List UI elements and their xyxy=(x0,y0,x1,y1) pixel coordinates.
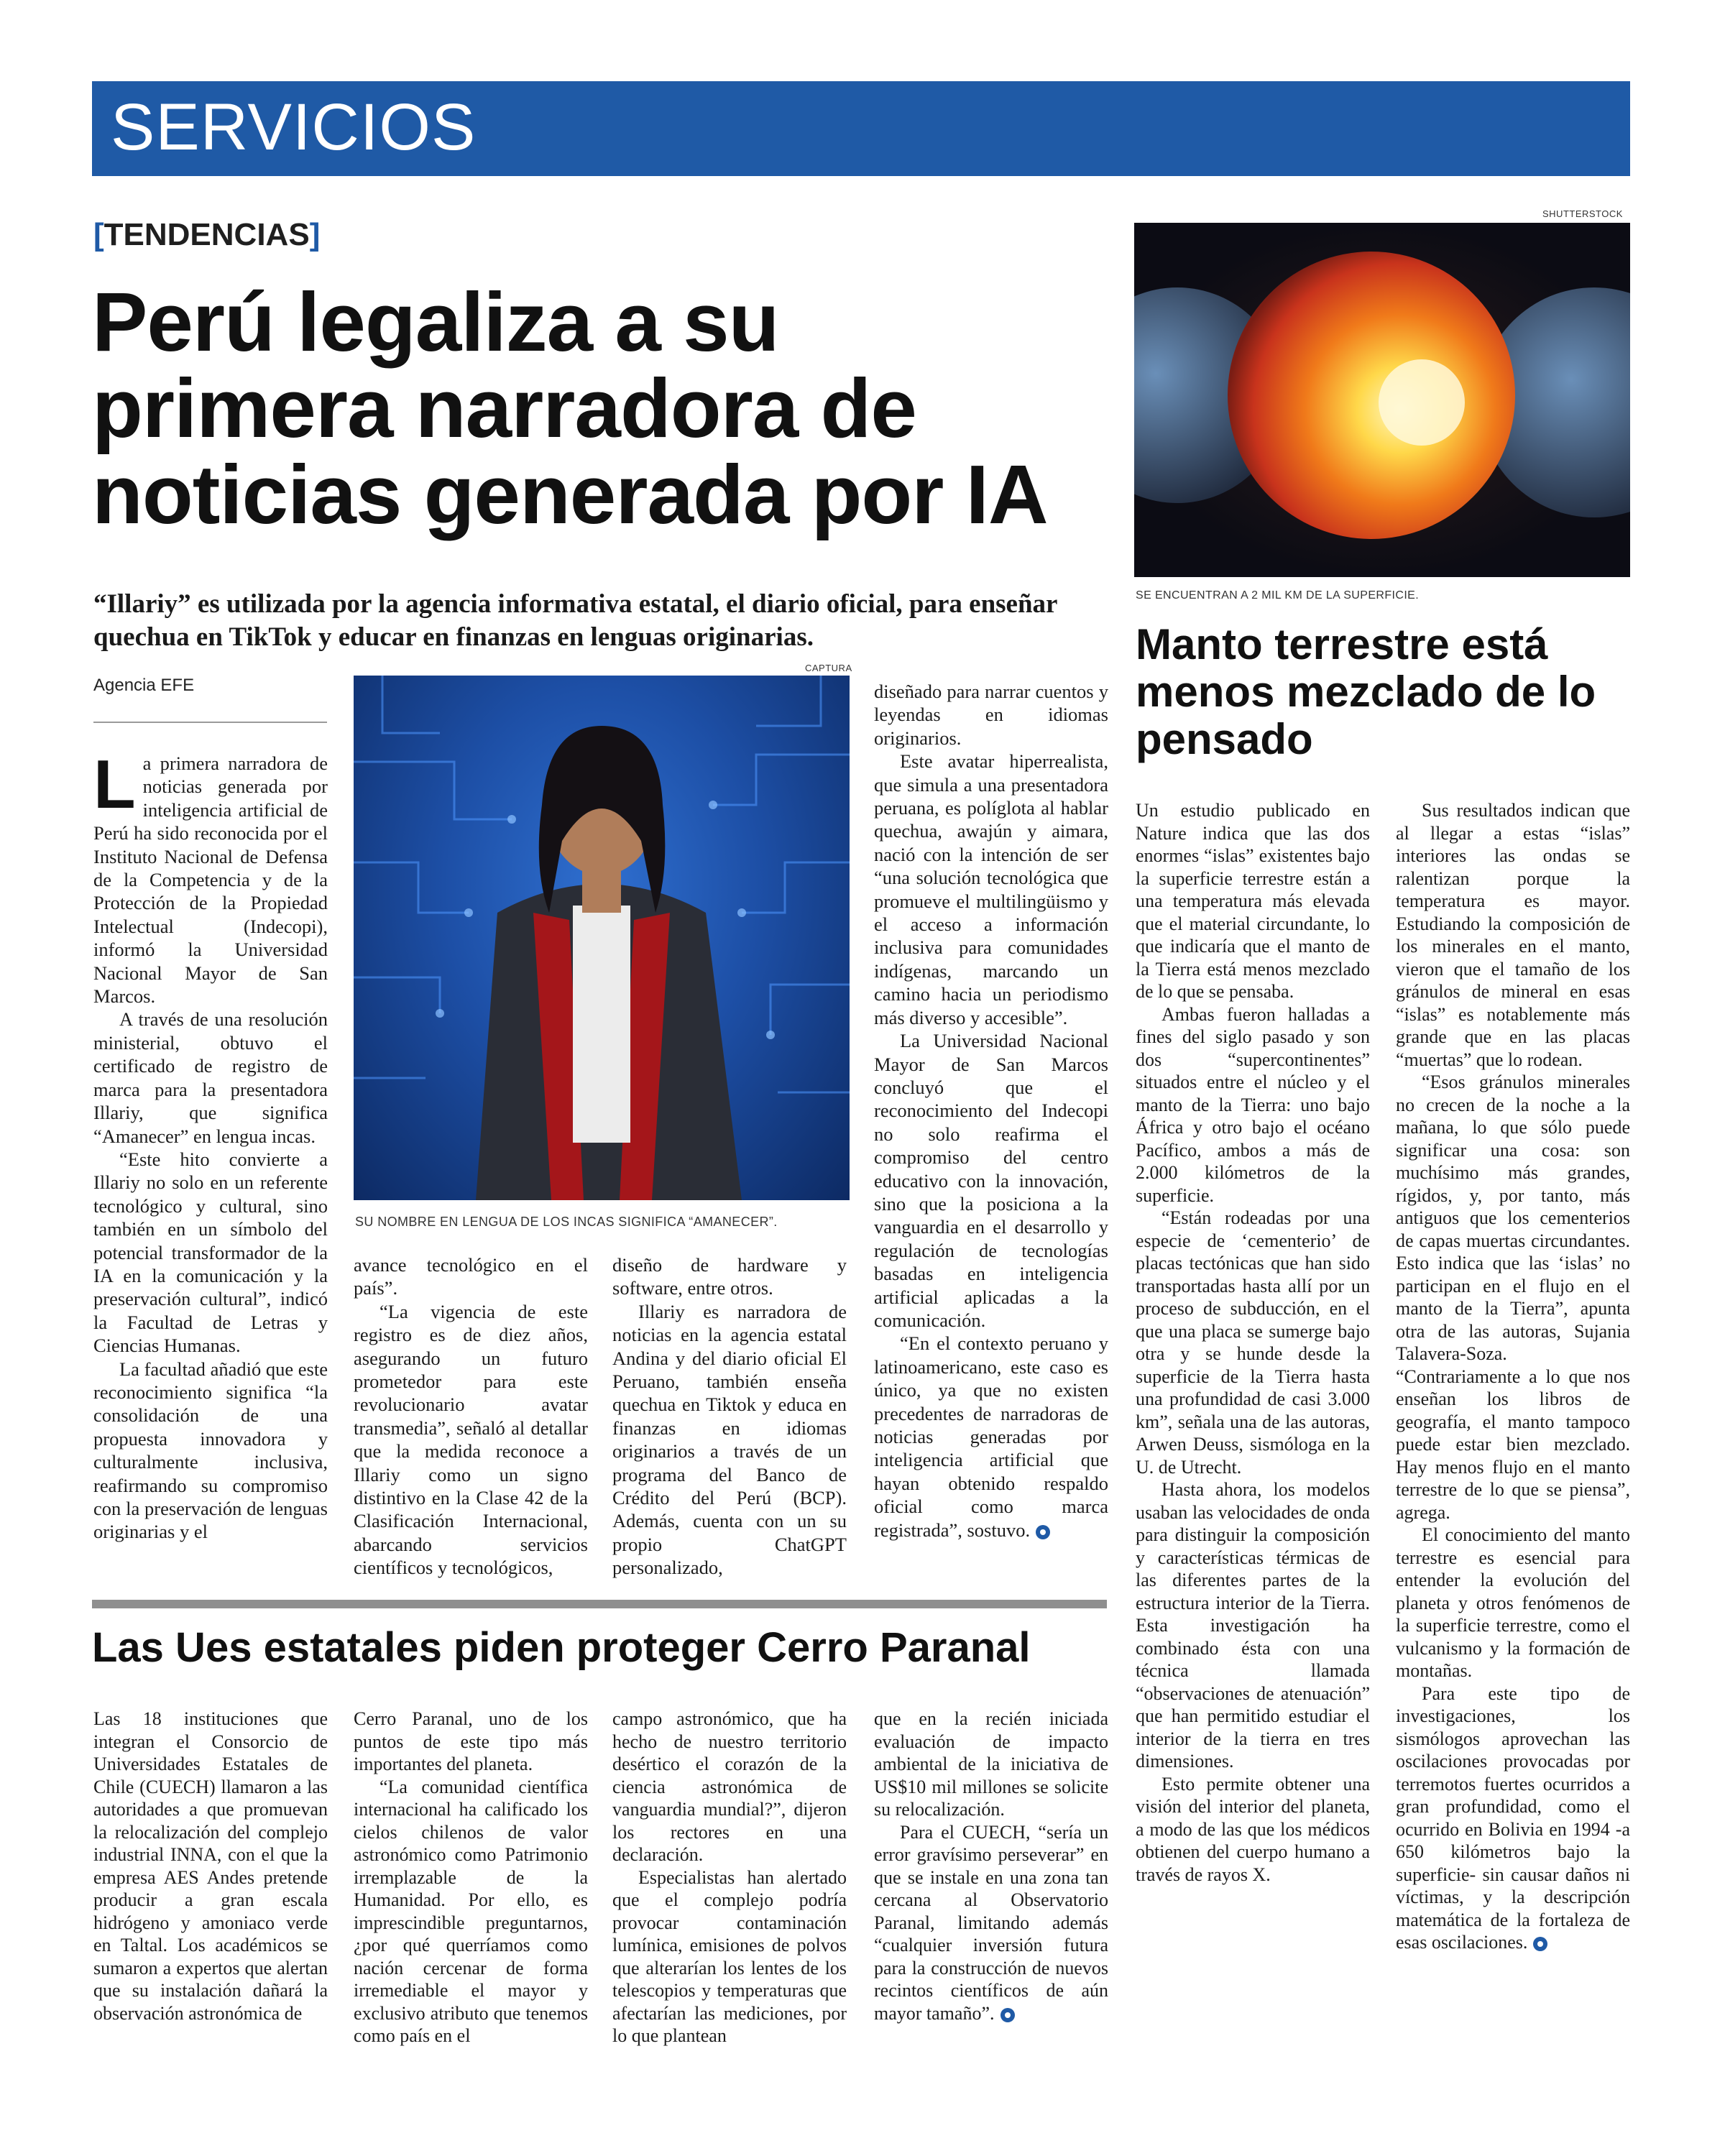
paragraph: Las 18 instituciones que integran el Consorcio de Universidades Estatales de Chile (CUECH) llamaron a las autoridades a que promuevan la relocalización del complejo industrial INNA, con el que la empresa AES Andes pretende producir a gran escala hidrógeno y amoniaco verde en Taltal. Los académicos se sumaron a expertos que alertan que su instalación dañará la observación astronómica de xyxy=(93,1708,328,2024)
paragraph: “La comunidad científica internacional ha calificado los cielos chilenos de valor astronómico como Patrimonio irremplazable de la Humanidad. Por ello, es imprescindible preguntarnos, ¿por qué querríamos como nación cercenar de forma irremediable el mayor y exclusivo atributo que tenemos como país en el xyxy=(354,1776,588,2046)
paragraph: La Universidad Nacional Mayor de San Marcos concluyó que el reconocimiento del Indecopi no solo reafirma el compromiso del centro educativo con la innovación, sino que la posiciona a la vanguardia en el desarrollo y regulación de tecnologías basadas en inteligencia artificial aplicadas a la comunicación. xyxy=(874,1030,1108,1331)
earth-photo-credit: SHUTTERSTOCK xyxy=(1542,208,1623,219)
headline-line: noticias generada por IA xyxy=(92,448,1048,541)
earth-core-illustration xyxy=(1134,223,1630,577)
presenter-illustration xyxy=(354,676,850,1200)
paragraph xyxy=(874,1821,1108,2025)
byline-rule xyxy=(93,722,327,723)
paragraph: Esto permite obtener una visión del interior del planeta, a modo de las que los médicos obtienen del cuerpo humano a través de rayos X. xyxy=(1136,1773,1370,1885)
side-headline xyxy=(1136,621,1632,763)
paragraph: Especialistas han alertado que el complejo podría provocar contaminación lumínica, emisiones de polvos que alterarían los lentes de los telescopios y temperaturas que afectarían las mediciones, por lo que plantean xyxy=(612,1866,847,2046)
bottom-column-2 xyxy=(354,1708,588,2047)
headline-line: primera narradora de xyxy=(92,361,916,455)
kicker xyxy=(93,217,320,253)
earth-core-photo xyxy=(1134,223,1630,577)
side-column-1 xyxy=(1136,799,1370,1886)
bottom-column-1 xyxy=(93,1708,328,2024)
bottom-article-separator xyxy=(92,1600,1107,1608)
paragraph-text: “En el contexto peruano y latinoamericano, este caso es único, ya que no existen precedentes de narradoras de noticias generadas por inteligencia artificial que hayan obtenido respaldo oficial como marca registrada”, sostuvo. xyxy=(874,1332,1108,1541)
presenter-photo xyxy=(354,676,850,1200)
paragraph-text: Para este tipo de investigaciones, los sismólogos aprovechan las oscilaciones provocadas por terremotos fuertes ocurridos a gran profundidad, como el ocurrido en Bolivia en 1994 -a 650 kilómetros bajo la superficie- sin causar daños ni víctimas, y la descripción matemática de la fortaleza de esas oscilaciones. xyxy=(1396,1682,1630,1953)
section-header-bar xyxy=(92,81,1630,176)
paragraph: “La vigencia de este registro es de diez años, asegurando un futuro prometedor para este revolucionario avatar transmedia”, señaló al detallar que la medida reconoce a Illariy como un signo distintivo en la Clase 42 de la Clasificación Internacional, abarcando servicios científicos y tecnológicos, xyxy=(354,1300,588,1579)
paragraph: diseñado para narrar cuentos y leyendas en idiomas originarios. xyxy=(874,681,1108,749)
article-column-2 xyxy=(354,1253,588,1580)
end-mark-icon xyxy=(1000,2008,1015,2022)
photo-credit: CAPTURA xyxy=(805,663,852,673)
byline: Agencia EFE xyxy=(93,676,195,695)
paragraph: La facultad añadió que este reconocimiento significa “la consolidación de una propuesta innovadora y culturalmente inclusiva, reafirmando su compromiso con la preservación de lenguas originarias y el xyxy=(93,1358,328,1543)
kicker-bracket-open: [ xyxy=(93,217,104,252)
article-column-4 xyxy=(874,680,1108,1542)
end-mark-icon xyxy=(1036,1525,1050,1539)
bottom-column-4 xyxy=(874,1708,1108,2024)
paragraph: diseño de hardware y software, entre otros. xyxy=(612,1254,847,1299)
earth-photo-caption: SE ENCUENTRAN A 2 MIL KM DE LA SUPERFICIE. xyxy=(1136,589,1420,602)
paragraph: campo astronómico, que ha hecho de nuestro territorio desértico el corazón de la ciencia astronómica de vanguardia mundial?”, dijeron los rectores en una declaración. xyxy=(612,1708,847,1865)
main-headline xyxy=(92,275,1127,541)
paragraph-text: a primera narradora de noticias generada por inteligencia artificial de Perú ha sido reconocida por el Instituto Nacional de Defensa de la Competencia y de la Protección de la Propiedad Intelectual (Indecopi), informó la Universidad Nacional Mayor de San Marcos. xyxy=(93,752,328,1008)
paragraph xyxy=(93,746,328,1008)
paragraph: “Están rodeadas por una especie de ‘cementerio’ de placas tectónicas que han sido transportadas hasta allí por un proceso de subducción, en el que una placa se sumerge bajo otra y se hunde desde la superficie de la Tierra hasta una profundidad de casi 3.000 km”, señala una de las autoras, Arwen Deuss, sismóloga en la U. de Utrecht. xyxy=(1136,1207,1370,1478)
paragraph-text: Para el CUECH, “sería un error gravísimo perseverar” en que se instale en una zona tan cercana al Observatorio Paranal, limitando además “cualquier inversión futura para la construcción de nuevos recintos científicos de aún mayor tamaño”. xyxy=(874,1821,1108,2024)
article-column-1 xyxy=(93,746,328,1544)
side-column-2 xyxy=(1396,799,1630,1954)
paragraph: Sus resultados indican que al llegar a estas “islas” interiores las ondas se ralentizan porque la temperatura es mayor. Estudiando la composición de los minerales en el manto, vieron que el tamaño de los gránulos de mineral en esas “islas” es notablemente más grande que en las placas “muertas” que lo rodean. xyxy=(1396,800,1630,1070)
end-mark-icon xyxy=(1533,1937,1547,1951)
bottom-column-3 xyxy=(612,1708,847,2047)
drop-cap: L xyxy=(93,746,136,823)
paragraph: “Este hito convierte a Illariy no solo en un referente tecnológico y cultural, sino también en un símbolo del potencial transformador de la IA en la comunicación y la preservación cultural”, indicó la Facultad de Letras y Ciencias Humanas. xyxy=(93,1148,328,1357)
kicker-bracket-close: ] xyxy=(309,217,321,252)
article-column-3 xyxy=(612,1253,847,1580)
paragraph: que en la recién iniciada evaluación de impacto ambiental de la iniciativa de US$10 mil millones se solicite su relocalización. xyxy=(874,1708,1108,1820)
section-title: SERVICIOS xyxy=(111,91,477,164)
photo-caption: SU NOMBRE EN LENGUA DE LOS INCAS SIGNIFICA “AMANECER”. xyxy=(355,1215,778,1229)
paragraph: Cerro Paranal, uno de los puntos de este tipo más importantes del planeta. xyxy=(354,1708,588,1774)
headline-line: Manto terrestre está xyxy=(1136,620,1548,668)
paragraph: avance tecnológico en el país”. xyxy=(354,1254,588,1299)
paragraph: Illariy es narradora de noticias en la agencia estatal Andina y del diario oficial El Peruano, también enseña quechua en Tiktok y educa en finanzas en idiomas originarios a través de un programa del Banco de Crédito del Perú (BCP). Además, cuenta con un su propio ChatGPT personalizado, xyxy=(612,1300,847,1579)
headline-line: menos mezclado de lo xyxy=(1136,668,1596,716)
headline-line: pensado xyxy=(1136,715,1313,763)
paragraph: Un estudio publicado en Nature indica que las dos enormes “islas” existentes bajo la superficie terrestre están a una temperatura más elevada que el material circundante, lo que indicaría que el manto de la Tierra está menos mezclado de lo que se pensaba. xyxy=(1136,800,1370,1002)
paragraph: “Esos gránulos minerales no crecen de la noche a la mañana, lo que sólo puede significar una cosa: son muchísimo más grandes, rígidos, y, por tanto, más antiguos que los cementerios de capas muertas circundantes. Esto indica que las ‘islas’ no participan en el flujo en el manto de la Tierra”, apunta otra de las autoras, Sujania Talavera-Soza. “Contrariamente a lo que nos enseñan los libros de geografía, el manto tampoco puede estar bien mezclado. Hay menos flujo en el manto terrestre de lo que se piensa”, agrega. xyxy=(1396,1072,1630,1523)
bottom-headline: Las Ues estatales piden proteger Cerro Paranal xyxy=(92,1624,1031,1671)
headline-line: Perú legaliza a su xyxy=(92,275,779,369)
deck: “Illariy” es utilizada por la agencia informativa estatal, el diario oficial, para enseñar quechua en TikTok y educar en finanzas en lenguas originarias. xyxy=(93,589,1057,652)
paragraph: Este avatar hiperrealista, que simula a una presentadora peruana, es políglota al hablar quechua, awajún y aimara, nació con la intención de ser “una solución tecnológica que promueve el multilingüismo y el acceso a información inclusiva para comunidades indígenas, marcando un camino hacia un periodismo más diverso y accesible”. xyxy=(874,750,1108,1028)
paragraph: A través de una resolución ministerial, obtuvo el certificado de registro de marca para la presentadora Illariy, que significa “Amanecer” en lengua incas. xyxy=(93,1008,328,1147)
paragraph xyxy=(874,1332,1108,1542)
paragraph xyxy=(1396,1682,1630,1954)
paragraph: Hasta ahora, los modelos usaban las velocidades de onda para distinguir la composición y características térmicas de las diferentes partes de la estructura interior de la Tierra. Esta investigación ha combinado ésta con una técnica llamada “observaciones de atenuación” que han permitido estudiar el interior de la tierra en tres dimensiones. xyxy=(1136,1479,1370,1772)
paragraph: Ambas fueron halladas a fines del siglo pasado y son dos “supercontinentes” situados entre el núcleo y el manto de la Tierra: uno bajo África y otro bajo el océano Pacífico, ambos a más de 2.000 kilómetros de la superficie. xyxy=(1136,1003,1370,1206)
paragraph: El conocimiento del manto terrestre es esencial para entender la evolución del planeta y otros fenómenos de la superficie terrestre, como el vulcanismo y la formación de montañas. xyxy=(1396,1524,1630,1681)
kicker-text: TENDENCIAS xyxy=(104,217,310,252)
